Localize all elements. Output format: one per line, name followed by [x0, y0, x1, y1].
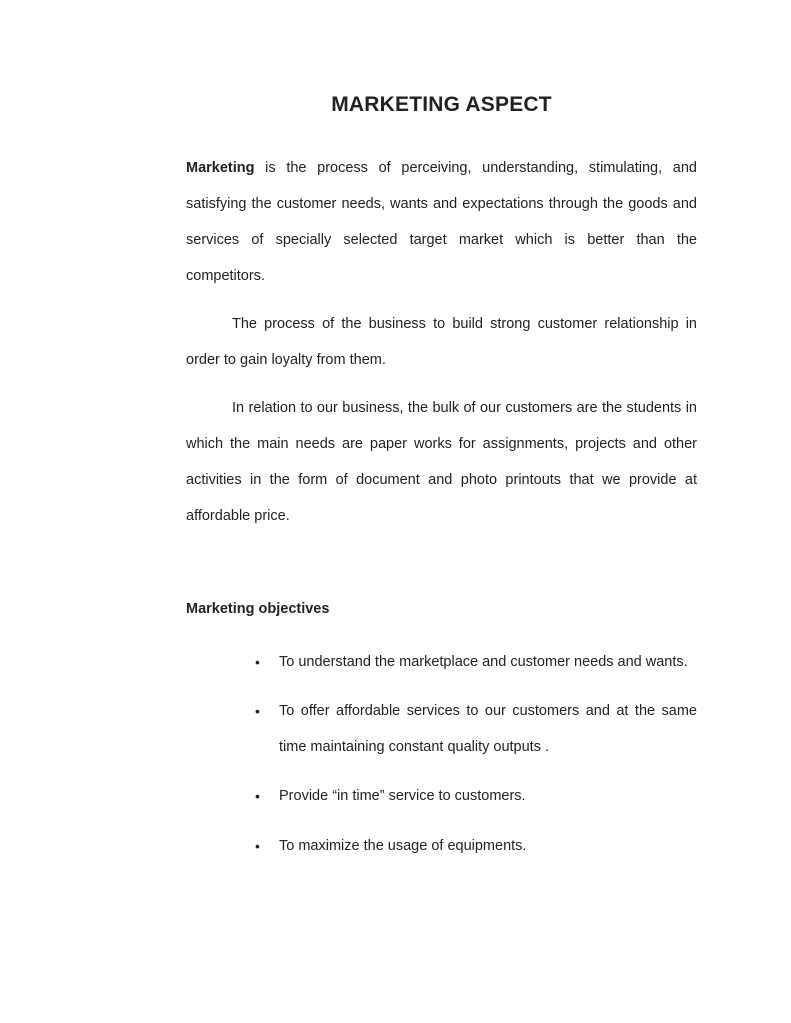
paragraph-customers: [186, 390, 697, 534]
bullet-icon: •: [255, 788, 260, 804]
objectives-list: [255, 644, 697, 864]
term-marketing: Marketing: [186, 160, 255, 176]
bullet-icon: •: [255, 703, 260, 719]
bullet-icon: •: [255, 838, 260, 854]
section-heading-objectives: Marketing objectives: [186, 601, 330, 617]
paragraph-marketing-definition: [186, 150, 697, 294]
list-item: [255, 828, 697, 864]
definition-text: is the process of perceiving, understanding, stimulating, and satisfying the customer needs, wants and expectations through the goods and services of specially selected target market which is better than the competitors.: [186, 160, 697, 284]
paragraph-process: [186, 306, 697, 378]
objective-text: To maximize the usage of equipments.: [279, 838, 527, 854]
objective-text: To understand the marketplace and customer needs and wants.: [279, 654, 688, 670]
objective-text: Provide “in time” service to customers.: [279, 788, 526, 804]
paragraph-process-text: The process of the business to build strong customer relationship in order to gain loyalty from them.: [186, 316, 697, 368]
list-item: [255, 644, 697, 680]
list-item: [255, 693, 697, 765]
bullet-icon: •: [255, 654, 260, 670]
list-item: [255, 778, 697, 814]
objective-text: To offer affordable services to our customers and at the same time maintaining constant quality outputs .: [279, 703, 697, 755]
page-title: MARKETING ASPECT: [331, 93, 552, 116]
paragraph-customers-text: In relation to our business, the bulk of our customers are the students in which the main needs are paper works for assignments, projects and other activities in the form of document and photo printouts that we provide at affordable price.: [186, 400, 697, 524]
